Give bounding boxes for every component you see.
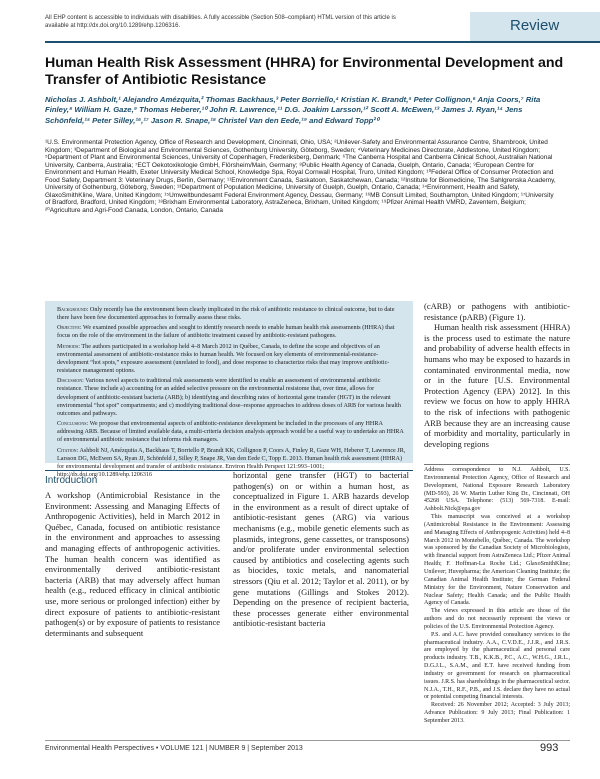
methods-text: The authors participated in a workshop held 4–8 March 2012 in Québec, Canada, to define the scope and objectives of an environmental assessment of antibiotic-resistance risks to human health. We focused on key elements of environmental-resistance-development “hot spots,” exposure assessment (unrelated to food), and dose response to characterize risks that may improve antibiotic-resistance management options. [57,343,390,375]
abstract-discussion [57,377,407,418]
discussion-text: Various novel aspects to traditional risk assessments were identified to enable an assessment of environmental antibiotic resistance. These include a) accounting for an added selective pressure on the environmental resistome that, over time, allows for development of antibiotic-resistant bacteria (ARB); b) identifying and describing rates of horizontal gene transfer (HGT) in the relevant environmental “hot spot” compartments; and c) modifying traditional dose–response approaches to address doses of ARB for various health outcomes and pathways. [57,378,401,417]
hhra-paragraph: Human health risk assessment (HHRA) is the process used to estimate the nature and probability of adverse health effects in humans who may be exposed to hazards in contaminated environmental media, now or in the future [U.S. Environmental Protection Agency (EPA) 2012]. In this review we focus on how to apply HHRA to the risk of infections with pathogenic ARB because they are an increasing cause of morbidity and mortality, particularly in developing regions [424,322,570,449]
section-label: Review [510,17,560,34]
citation-doi-link[interactable]: http://dx.doi.org/10.1289/ehp.1206316 [57,471,153,478]
citation-heading: Citation: [57,447,79,454]
footer-journal-info: Environmental Health Perspectives • VOLUME 121 | NUMBER 9 | September 2013 [45,745,303,752]
introduction-column-1: A workshop (Antimicrobial Resistance in the Environment: Assessing and Managing Effects of Anthropogenic Activities), held in March 2012 in Québec, Canada, focused on antibiotic resistance in the environment and approaches to assessing and managing effects of anthropogenic activities. The human health concern was identified as environmentally derived antibiotic-resistant bacteria (ARB) that may adversely affect human health (e.g., reduced efficacy in clinical antibiotic use, more serious or prolonged infection) either by direct exposure of patients to antibiotic-resistant pathogen(s) or by exposure of patients to resistance determinants and subsequent [45,490,220,638]
introduction-heading: Introduction [45,475,98,486]
footer-rule [45,740,570,741]
abstract-methods [57,343,407,376]
abstract-conclusions [57,420,407,444]
introduction-column-2: horizontal gene transfer (HGT) to bacterial pathogen(s) on or within a human host, as conceptualized in Figure 1. ARB hazards develop in the environment as a result of direct uptake of antibiotic-resistant genes (ARG) via various mechanisms (e.g., mobile genetic elements such as plasmids, integrons, gene cassettes, or transposons) and/or proliferate under environmental selection caused by antibiotics and coselecting agents such as biocides, toxic metals, and nanomaterial stressors (Qiu et al. 2012; Taylor et al. 2011), or by gene mutations (Gillings and Stokes 2012). Depending on the presence of recipient bacteria, these processes generate either environmental antibiotic-resistant bacteria [233,470,409,629]
right-column [424,301,570,449]
right-column-carryover: (cARB) or pathogens with antibiotic-resistance (pARB) (Figure 1). [424,301,570,322]
abstract-objective [57,324,407,340]
workshop-note: This manuscript was conceived at a workshop (Antimicrobial Resistance in the Environment: Assessing and Managing Effects of Anthropogenic Activities) held 4–8 March 2012 in Montebello, Québec, Canada. The workshop was sponsored by the Canadian Society of Microbiologists, with financial support from AstraZeneca Ltd.; Pfizer Animal Health; F. Hoffman-La Roche Ltd.; GlaxoSmithKline; Unilever; Huvepharma; the American Cleaning Institute; the Canadian Animal Health Institute; the German Federal Ministry for the Environment, Nature Conservation and Nuclear Safety; Health Canada; and the Public Health Agency of Canada. [424,514,570,607]
affiliations: ¹U.S. Environmental Protection Agency, Office of Research and Development, Cincinnati, Ohio, USA; ²Unilever-Safety and Environmental Assurance Centre, Sharnbrook, United Kingdom; ³Department of Biological and Environmental Sciences, Gothenburg University, Göteborg, Sweden; ⁴Veterinary Medicines Directorate, Addlestone, United Kingdom; ⁵Department of Plant and Environmental Sciences, University of Copenhagen, Frederiksberg, Denmark; ⁶The Canberra Hospital and Canberra Clinical School, Australian National University, Canberra, Australia; ⁷ECT Oekotoxikologie GmbH, Flörsheim/Main, Germany; ⁸Public Health Agency of Canada, Guelph, Ontario, Canada; ⁹European Centre for Environment and Human Health, Exeter University Medical School, Knowledge Spa, Royal Cornwall Hospital, Truro, United Kingdom; ¹⁰Federal Office of Consumer Protection and Food Safety, Department 3: Veterinary Drugs, Berlin, Germany; ¹¹Environment Canada, Saskatoon, Saskatchewan, Canada; ¹²Institute for Biomedicine, The Sahlgrenska Academy, University of Gothenburg, Göteborg, Sweden; ¹³Department of Population Medicine, University of Guelph, Guelph, Ontario, Canada; ¹⁴Environment, Health and Safety, GlaxoSmithKline, Ware, United Kingdom; ¹⁵Umweltbundesamt Federal Environment Agency, Dessau, Germany; ¹⁶MB Consult Limited, Southampton, United Kingdom; ¹⁷University of Bradford, Bradford, United Kingdom; ¹⁸Brixham Environmental Laboratory, AstraZeneca, Brixham, United Kingdom; ¹⁹Pfizer Animal Health VMRD, Zaventem, Belgium; ²⁰Agriculture and Agri-Food Canada, London, Ontario, Canada [45,139,556,214]
disclosure-note: P.S. and A.C. have provided consultancy services to the pharmaceutical industry. A.A., C.V.D.E., J.J.R., and J.R.S. are employed by the pharmaceutical and personal care products industry. T.B., K.K.B., P.C., A.C., W.H.G., J.R.L., D.G.J.L., S.A.M., and E.T. have received funding from industry or government for research on pharmaceutical issues. J.R.S. has shareholdings in the pharmaceutical sector. N.J.A., T.H., R.F., P.B., and J.S. declare they have no actual or potential competing financial interests. [424,631,570,701]
discussion-heading: Discussion: [57,378,84,385]
objective-text: We examined possible approaches and sought to identify research needs to enable human health risk assessments (HHRA) that focus on the role of the environment in the failure of antibiotic treatment caused by antibiotic-resistant pathogens. [57,325,395,340]
page-number: 993 [540,742,559,754]
methods-heading: Methods: [57,343,80,350]
citation-text: Ashbolt NJ, Amézquita A, Backhaus T, Borriello P, Brandt KK, Collignon P, Coors A, Finley R, Gaze WH, Heberer T, Lawrence JR, Larsson DG, McEwen SA, Ryan JJ, Schönfeld J, Silley P, Snape JR, Van den Eede C, Topp E. 2013. Human health risk assessment (HHRA) for environmental development and transfer of antibiotic resistance. Environ Health Perspect 121:993–1001; [57,447,406,470]
article-title: Human Health Risk Assessment (HHRA) for Environmental Development and Transfer of Antibiotic Resistance [45,55,564,88]
background-heading: Background: [57,307,89,313]
header-rule [45,41,600,43]
conclusions-text: We propose that environmental aspects of antibiotic-resistance development be included in the processes of any HHRA addressing ARB. Because of limited available data, a multi-criteria decision analysis approach would be a useful way to undertake an HHRA of environmental antibiotic resistance that informs risk managers. [57,421,404,444]
accessibility-notice: All EHP content is accessible to individuals with disabilities. A fully accessible (Section 508–compliant) HTML version of this article is available at http://dx.doi.org/10.1289/ehp.1206316. [45,15,396,30]
conclusions-heading: Conclusions: [57,421,89,428]
author-list: Nicholas J. Ashbolt,¹ Alejandro Amézquita,² Thomas Backhaus,³ Peter Borriello,⁴ Kristian K. Brandt,⁵ Peter Collignon,⁶ Anja Coors,⁷ Rita Finley,⁸ William H. Gaze,⁹ Thomas Heberer,¹⁰ John R. Lawrence,¹¹ D.G. Joakim Larsson,¹² Scott A. McEwen,¹³ James J. Ryan,¹⁴ Jens Schönfeld,¹⁵ Peter Silley,¹⁶,¹⁷ Jason R. Snape,¹⁸ Christel Van den Eede,¹⁹ and Edward Topp²⁰ [45,95,541,125]
objective-heading: Objective: [57,325,82,332]
abstract-background [57,306,407,322]
article-notes [424,467,570,726]
abstract [57,306,407,481]
footnote-rule [424,464,570,465]
correspondence-note: Address correspondence to N.J. Ashbolt, U.S. Environmental Protection Agency, Office of Research and Development, National Exposure Research Laboratory (MD-593), 26 W. Martin Luther King Dr., Cincinnati, OH 45268 USA. Telephone: (513) 569-7318. E-mail: Ashbolt.Nick@epa.gov [424,467,570,513]
views-note: The views expressed in this article are those of the authors and do not necessarily represent the views or policies of the U.S. Environmental Protection Agency. [424,608,570,630]
dates-note: Received: 26 November 2012; Accepted: 3 July 2013; Advance Publication: 9 July 2013; Final Publication: 1 September 2013. [424,702,570,724]
background-text: Only recently has the environment been clearly implicated in the risk of antibiotic resistance to clinical outcome, but to date there have been few documented approaches to formally assess these risks. [57,307,395,322]
